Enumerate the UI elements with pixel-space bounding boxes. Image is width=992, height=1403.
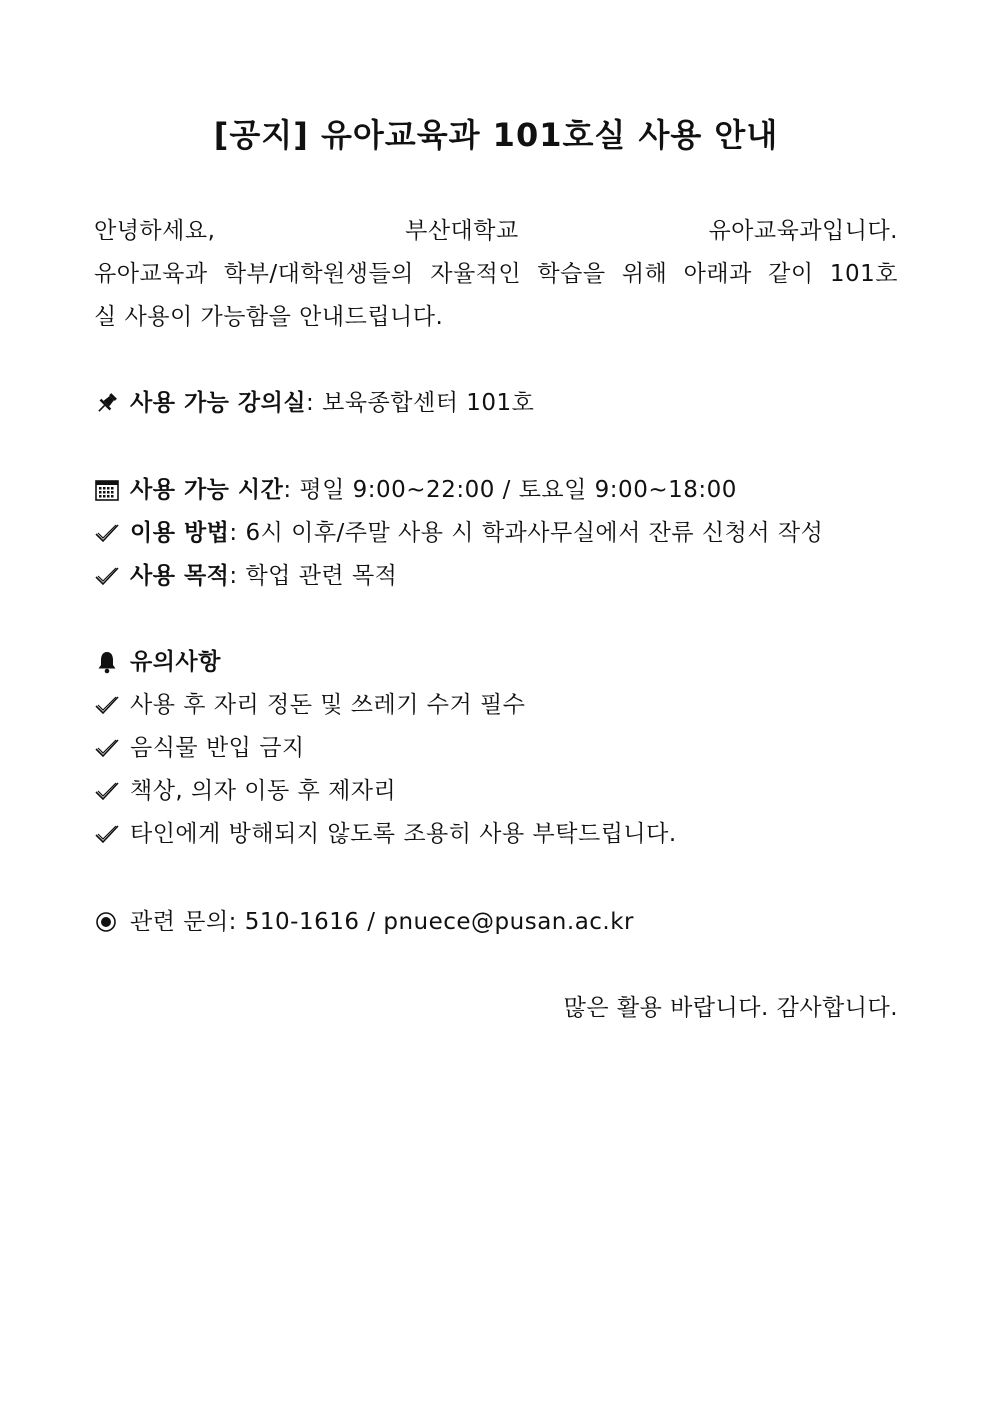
- notice-item-text: 타인에게 방해되지 않도록 조용히 사용 부탁드립니다.: [130, 821, 677, 847]
- intro-body-line-2: 실 사용이 가능함을 안내드립니다.: [94, 304, 444, 330]
- time-value: : 평일 9:00~22:00 / 토요일 9:00~18:00: [283, 477, 737, 503]
- notice-item-text: 음식물 반입 금지: [130, 735, 305, 761]
- pushpin-icon: [94, 390, 120, 416]
- method-label: 이용 방법: [130, 520, 230, 546]
- room-value: : 보육종합센터 101호: [306, 390, 535, 416]
- time-info: [94, 475, 737, 505]
- check-icon: [94, 563, 120, 589]
- check-icon: [94, 821, 120, 847]
- calendar-icon: [94, 477, 120, 503]
- notice-item-text: 사용 후 자리 정돈 및 쓰레기 수거 필수: [130, 692, 526, 718]
- intro-greeting: 안녕하세요, 부산대학교 유아교육과입니다.: [94, 218, 898, 244]
- room-label: 사용 가능 강의실: [130, 390, 307, 416]
- closing-remark: 많은 활용 바랍니다. 감사합니다.: [563, 995, 898, 1021]
- notice-heading-text: 유의사항: [130, 649, 221, 675]
- check-icon: [94, 778, 120, 804]
- contact-info: [94, 907, 634, 937]
- check-icon: [94, 520, 120, 546]
- notice-item-text: 책상, 의자 이동 후 제자리: [130, 778, 397, 804]
- notice-item: [94, 733, 305, 763]
- notice-item: [94, 819, 677, 849]
- room-info: [94, 388, 534, 418]
- purpose-value: : 학업 관련 목적: [229, 563, 398, 589]
- notice-heading: [94, 647, 221, 677]
- notice-item: [94, 776, 396, 806]
- bell-icon: [94, 649, 120, 675]
- method-info: [94, 518, 823, 548]
- notice-item: [94, 690, 525, 720]
- purpose-label: 사용 목적: [130, 563, 230, 589]
- intro-body-line-1: 유아교육과 학부/대학원생들의 자율적인 학습을 위해 아래과 같이 101호: [94, 261, 898, 287]
- method-value: : 6시 이후/주말 사용 시 학과사무실에서 잔류 신청서 작성: [229, 520, 824, 546]
- document-title: [공지] 유아교육과 101호실 사용 안내: [213, 116, 779, 154]
- radio-dot-icon: [94, 909, 120, 935]
- contact-text: 관련 문의: 510-1616 / pnuece@pusan.ac.kr: [130, 909, 635, 935]
- check-icon: [94, 735, 120, 761]
- check-icon: [94, 692, 120, 718]
- purpose-info: [94, 561, 397, 591]
- time-label: 사용 가능 시간: [130, 477, 284, 503]
